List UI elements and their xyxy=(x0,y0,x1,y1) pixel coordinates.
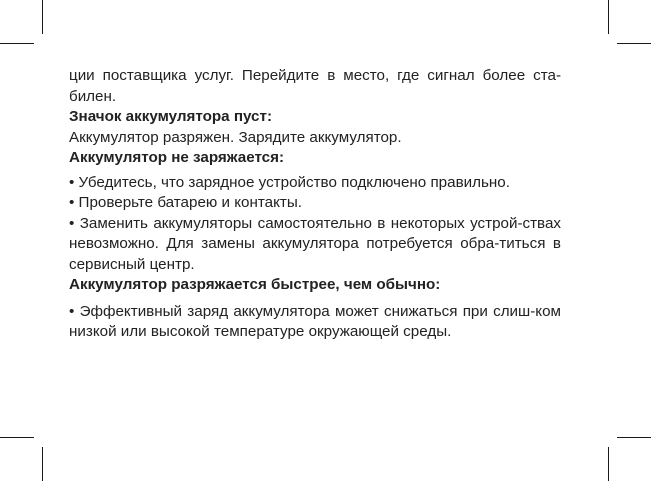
crop-mark-bottom-right-horizontal xyxy=(617,437,651,438)
crop-mark-bottom-right-vertical xyxy=(608,447,609,481)
crop-mark-bottom-left-vertical xyxy=(42,447,43,481)
manual-page-text xyxy=(69,66,561,343)
crop-mark-bottom-left-horizontal xyxy=(0,437,34,438)
crop-mark-top-left-horizontal xyxy=(0,43,34,44)
bullet-temperature: • Эффективный заряд аккумулятора может снижаться при слиш-ком низкой или высокой температуре окружающей среды. xyxy=(69,302,561,340)
section-heading-battery-empty: Значок аккумулятора пуст: xyxy=(69,108,272,125)
section-heading-drains-fast: Аккумулятор разряжается быстрее, чем обычно: xyxy=(69,276,441,293)
crop-mark-top-right-horizontal xyxy=(617,43,651,44)
bullet-check-charger: • Убедитесь, что зарядное устройство подключено правильно. xyxy=(69,173,510,191)
intro-paragraph: ции поставщика услуг. Перейдите в место, где сигнал более ста-билен. xyxy=(69,67,561,105)
bullet-check-battery: • Проверьте батарею и контакты. xyxy=(69,194,303,211)
section-text-battery-empty: Аккумулятор разряжен. Зарядите аккумулятор. xyxy=(69,128,402,146)
bullet-replace-battery: • Заменить аккумуляторы самостоятельно в некоторых устрой-ствах невозможно. Для замены аккумулятора потребуется обра-титься в сервисный центр. xyxy=(69,214,561,273)
crop-mark-top-left-vertical xyxy=(42,0,43,34)
section-heading-not-charging: Аккумулятор не заряжается: xyxy=(69,149,285,166)
crop-mark-top-right-vertical xyxy=(608,0,609,34)
